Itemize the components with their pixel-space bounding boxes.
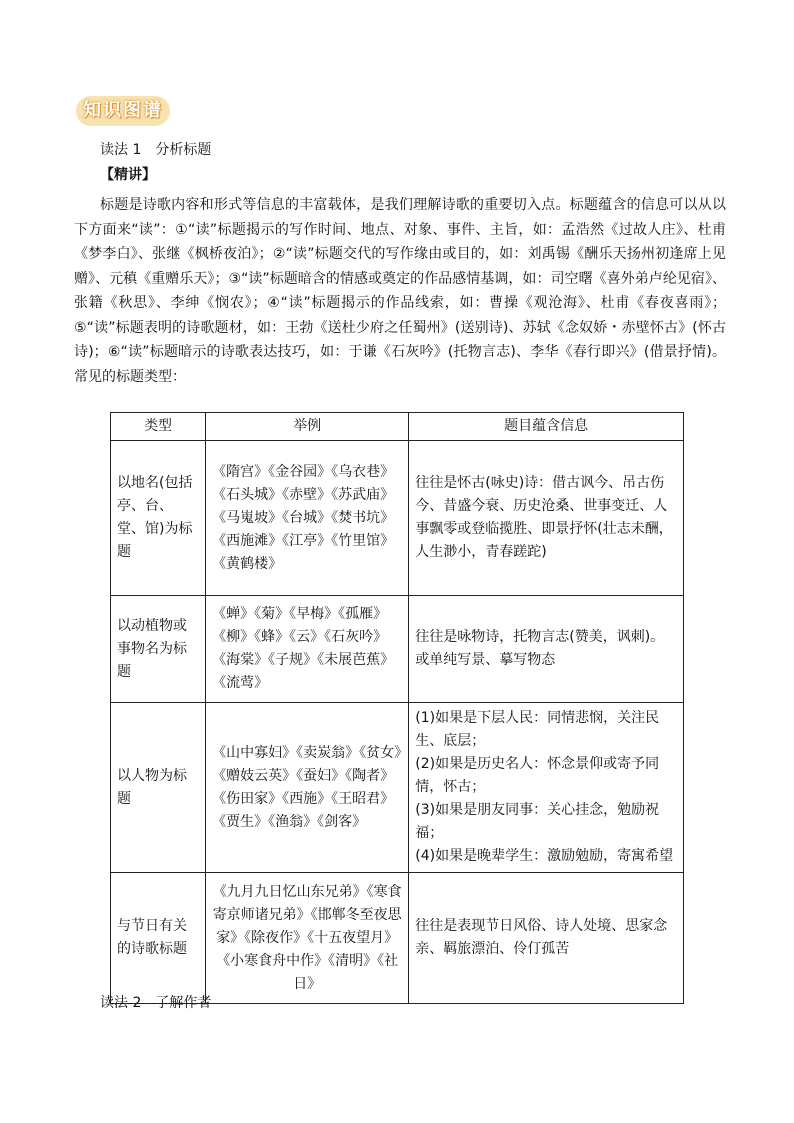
- header-info: 题目蕴含信息: [409, 413, 684, 441]
- badge-label: 知识图谱: [83, 100, 163, 121]
- info-item: 往往是咏物诗，托物言志(赞美，讽刺)。或单纯写景、摹写物态: [415, 629, 665, 668]
- row-info: [409, 703, 684, 873]
- row-type: 以地名(包括亭、台、堂、馆)为标题: [111, 441, 206, 596]
- row-info: [409, 441, 684, 596]
- info-item: (2)如果是历史名人：怀念景仰或寄予同情，怀古；: [415, 756, 660, 795]
- method2-title: 读法 2 了解作者: [100, 995, 212, 1011]
- knowledge-map-badge: [76, 96, 170, 126]
- info-item: (1)如果是下层人民：同情悲悯，关注民生、底层；: [415, 710, 660, 749]
- header-examples: 举例: [206, 413, 409, 441]
- row-info: [409, 596, 684, 703]
- row-info: [409, 873, 684, 1004]
- intro-text: 标题是诗歌内容和形式等信息的丰富载体，是我们理解诗歌的重要切入点。标题蕴含的信息可以从以下方面来“读”：①“读”标题揭示的写作时间、地点、对象、事件、主旨，如：孟浩然《过故人庄》、杜甫《梦李白》、张继《枫桥夜泊》；②“读”标题交代的写作缘由或目的，如：刘禹锡《酬乐天扬州初逢席上见赠》、元稹《重赠乐天》；③“读”标题暗含的情感或奠定的作品感情基调，如：司空曙《喜外弟卢纶见宿》、张籍《秋思》、李绅《悯农》；④“读”标题揭示的作品线索，如：曹操《观沧海》、杜甫《春夜喜雨》；⑤“读”标题表明的诗歌题材，如：王勃《送杜少府之任蜀州》(送别诗)、苏轼《念奴娇・赤壁怀古》(怀古诗)；⑥“读”标题暗示的诗歌表达技巧，如：于谦《石灰吟》(托物言志)、李华《春行即兴》(借景抒情)。常见的标题类型：: [74, 197, 726, 385]
- info-item: 往往是怀古(咏史)诗：借古讽今、吊古伤今、昔盛今衰、历史沧桑、世事变迁、人事飘零或登临揽胜、即景抒怀(壮志未酬，人生渺小，青春蹉跎): [415, 475, 673, 560]
- info-item: (3)如果是朋友同事：关心挂念，勉励祝福；: [415, 802, 660, 841]
- table-row: [111, 441, 684, 596]
- section-label: 【精讲】: [100, 167, 156, 183]
- table-row: [111, 873, 684, 1004]
- row-examples: 《九月九日忆山东兄弟》《寒食寄京师诸兄弟》《邯郸冬至夜思家》《除夜作》《十五夜望月》《小寒食舟中作》《清明》《社日》: [206, 873, 409, 1004]
- table-row: [111, 703, 684, 873]
- title-types-table: [110, 412, 684, 1004]
- table-row: [111, 596, 684, 703]
- row-type: 与节日有关的诗歌标题: [111, 873, 206, 1004]
- header-type: 类型: [111, 413, 206, 441]
- row-type: 以人物为标题: [111, 703, 206, 873]
- table-header-row: [111, 413, 684, 441]
- info-item: 往往是表现节日风俗、诗人处境、思家念亲、羁旅漂泊、伶仃孤苦: [415, 918, 668, 957]
- row-type: 以动植物或事物名为标题: [111, 596, 206, 703]
- info-item: (4)如果是晚辈学生：激励勉励，寄寓希望: [415, 848, 674, 864]
- intro-paragraph: [74, 193, 726, 389]
- method1-title: 读法 1 分析标题: [100, 142, 212, 158]
- row-examples: 《蝉》《菊》《早梅》《孤雁》《柳》《蜂》《云》《石灰吟》《海棠》《子规》《未展芭蕉》《流莺》: [206, 596, 409, 703]
- row-examples: 《山中寡妇》《卖炭翁》《贫女》《赠妓云英》《蚕妇》《陶者》《伤田家》《西施》《王昭君》《贾生》《渔翁》《剑客》: [206, 703, 409, 873]
- row-examples: 《隋宫》《金谷园》《乌衣巷》《石头城》《赤壁》《苏武庙》《马嵬坡》《台城》《焚书坑》《西施滩》《江亭》《竹里馆》《黄鹤楼》: [206, 441, 409, 596]
